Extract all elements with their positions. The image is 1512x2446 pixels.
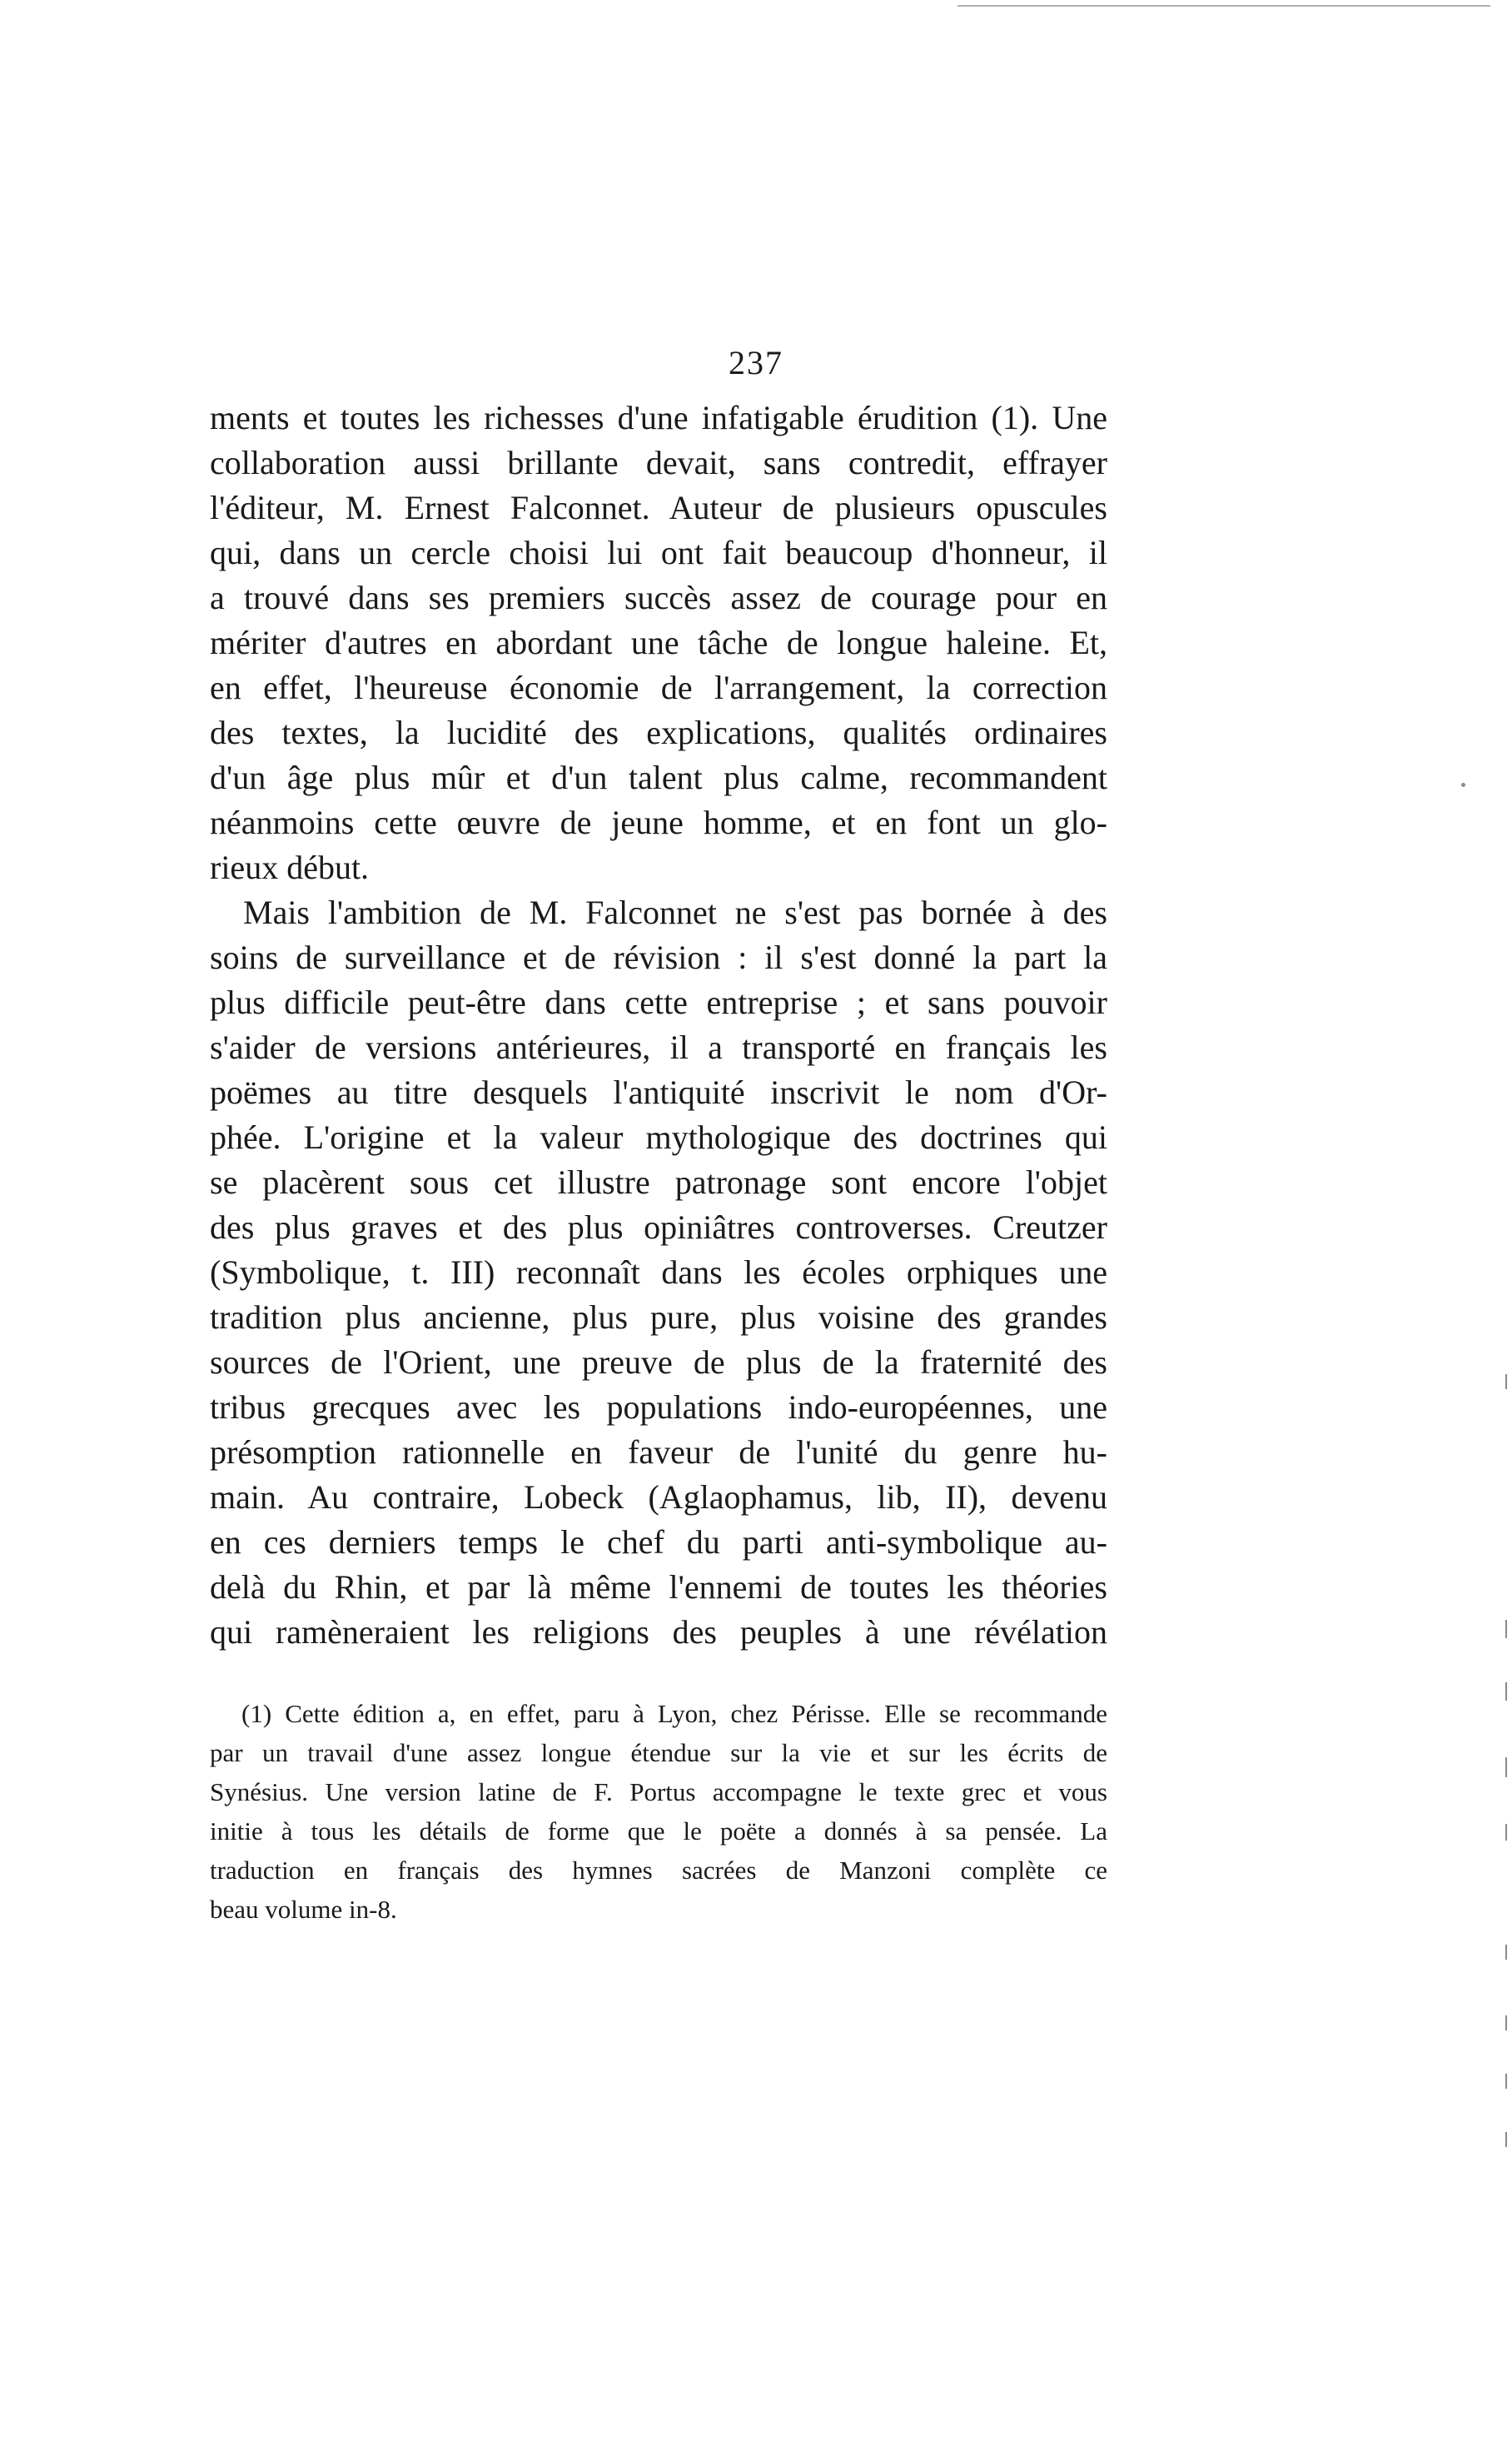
text-line: tradition plus ancienne, plus pure, plus voisine des grandes bbox=[210, 1298, 1107, 1336]
text-line: poëmes au titre desquels l'antiquité inscrivit le nom d'Or- bbox=[210, 1074, 1107, 1111]
text-line: a trouvé dans ses premiers succès assez de courage pour en bbox=[210, 579, 1107, 616]
text-line: des plus graves et des plus opiniâtres controverses. Creutzer bbox=[210, 1208, 1107, 1246]
text-line: soins de surveillance et de révision : il s'est donné la part la bbox=[210, 939, 1107, 976]
scan-speck bbox=[1505, 2015, 1507, 2030]
text-line: plus difficile peut-être dans cette entreprise ; et sans pouvoir bbox=[210, 984, 1107, 1021]
text-line: se placèrent sous cet illustre patronage sont encore l'objet bbox=[210, 1163, 1107, 1201]
text-line: d'un âge plus mûr et d'un talent plus calme, recommandent bbox=[210, 759, 1107, 796]
text-line: sources de l'Orient, une preuve de plus de la fraternité des bbox=[210, 1343, 1107, 1381]
footnote-line: par un travail d'une assez longue étendue sur la vie et sur les écrits de bbox=[210, 1738, 1107, 1767]
scan-speck bbox=[1461, 783, 1465, 787]
text-line: s'aider de versions antérieures, il a transporté en français les bbox=[210, 1029, 1107, 1066]
footnote bbox=[210, 1694, 1107, 1929]
page-number: 237 bbox=[729, 344, 783, 381]
text-line: ments et toutes les richesses d'une infatigable érudition (1). Une bbox=[210, 399, 1107, 436]
footnote-line: initie à tous les détails de forme que le poëte a donnés à sa pensée. La bbox=[210, 1816, 1107, 1846]
scan-speck bbox=[1505, 1682, 1507, 1701]
paragraph-start-line: Mais l'ambition de M. Falconnet ne s'est pas bornée à des bbox=[243, 894, 1107, 931]
text-line: qui, dans un cercle choisi lui ont fait beaucoup d'honneur, il bbox=[210, 534, 1107, 571]
text-line: des textes, la lucidité des explications, qualités ordinaires bbox=[210, 714, 1107, 751]
text-line: l'éditeur, M. Ernest Falconnet. Auteur de plusieurs opuscules bbox=[210, 489, 1107, 526]
scan-speck bbox=[1505, 1757, 1507, 1777]
scan-speck bbox=[1505, 2074, 1507, 2089]
body-text bbox=[210, 396, 1107, 1655]
text-line: collaboration aussi brillante devait, sans contredit, effrayer bbox=[210, 444, 1107, 481]
text-line: delà du Rhin, et par là même l'ennemi de toutes les théories bbox=[210, 1568, 1107, 1606]
text-line: tribus grecques avec les populations indo-européennes, une bbox=[210, 1388, 1107, 1426]
text-line: en effet, l'heureuse économie de l'arrangement, la correction bbox=[210, 669, 1107, 706]
scan-speck bbox=[1505, 1620, 1507, 1638]
scan-speck bbox=[1505, 1824, 1507, 1841]
scan-speck bbox=[1505, 1374, 1507, 1389]
top-edge-rule bbox=[957, 5, 1490, 7]
footnote-line: (1) Cette édition a, en effet, paru à Lyon, chez Périsse. Elle se recommande bbox=[241, 1699, 1107, 1728]
text-line: en ces derniers temps le chef du parti anti-symbolique au- bbox=[210, 1523, 1107, 1561]
text-line: (Symbolique, t. III) reconnaît dans les écoles orphiques une bbox=[210, 1253, 1107, 1291]
footnote-line: Synésius. Une version latine de F. Portus accompagne le texte grec et vous bbox=[210, 1777, 1107, 1806]
scan-speck bbox=[1505, 2132, 1507, 2147]
paragraph-end-line: rieux début. bbox=[210, 849, 370, 886]
footnote-line: traduction en français des hymnes sacrées de Manzoni complète ce bbox=[210, 1856, 1107, 1885]
text-line: phée. L'origine et la valeur mythologique des doctrines qui bbox=[210, 1118, 1107, 1156]
text-line: qui ramèneraient les religions des peuples à une révélation bbox=[210, 1613, 1107, 1651]
footnote-line: beau volume in-8. bbox=[210, 1895, 397, 1924]
scan-speck bbox=[1505, 1945, 1507, 1960]
text-line: présomption rationnelle en faveur de l'unité du genre hu- bbox=[210, 1433, 1107, 1471]
text-line: néanmoins cette œuvre de jeune homme, et en font un glo- bbox=[210, 804, 1107, 841]
text-line: mériter d'autres en abordant une tâche de longue haleine. Et, bbox=[210, 624, 1107, 661]
text-line: main. Au contraire, Lobeck (Aglaophamus, lib, II), devenu bbox=[210, 1478, 1107, 1516]
